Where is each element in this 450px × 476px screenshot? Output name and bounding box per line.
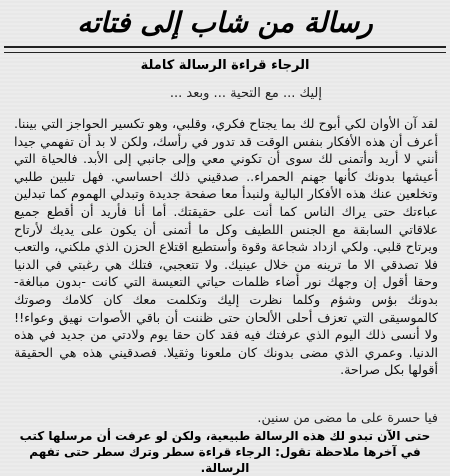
letter-body: لقد آن الأوان لكي أبوح لك بما يجتاح فكري، وقلبي، وهو تكسير الحواجز التي بيننا. أعرف أن هذه الأفكار بنفس الوقت قد تدور في رأسك، ولكن لا بد أن تفهمي جيدا أنني لا أريد وأتمنى لك سوى أن تكوني معي وإلى جانبي إلى الأبد. فالحياة التي أعيشها بدونك كأنها جهنم الحمراء.. صدقيني ذلك احساسي. فهل تلبين طلبي وتخلعين عنك هذه الأفكار البالية ولنبدأ معا صفحة جديدة وتبدلي الهموم كما تبدلين عباءتك حتى يراك الناس كما أنت على حقيقتك. أما أنا فأريد أن أقطع جميع علاقاتي السابقة مع الجنس اللطيف وكل ما أتمنى أن يكون على يديك لأرتاح ويرتاح قلبي. ولكي ازداد شجاعة وقوة وأستطيع اقتلاع الحزن الذي ملكني، والتعب فلا تصدقي الا ما ترينه من خلال عينيك. ولا تتعجبي، فتلك هي رغبتي في الدنيا وحقا أقول إن وجهك نور أضاء ظلمات حياتي التعيسة التي كانت -بدون مبالغة- بدونك بؤس وشؤم وكلما نظرت إليك وتكلمت معك كان كلامك وصوتك كالموسيقى التي تعزف أحلى الألحان حتى ظننت أن باقي الأصوات نهيق وعواء!! ولا أنسى ذلك اليوم الذي عرفتك فيه فقد كان حقا يوم ولادتي من جديد في هذه الدنيا. وعمري الذي مضى بدونك كان ملعونا وثقيلا. فصدقيني هذه هي الحقيقة أقولها بكل صراحة.: [14, 116, 438, 378]
title-divider: [4, 46, 446, 53]
editor-footnote: حتى الآن تبدو لك هذه الرسالة طبيعية، ولكن لو عرفت أن مرسلها كتب في آخرها ملاحظة تقول: الرجاء قراءة سطر وترك سطر حتى تفهم الرسالة.: [19, 429, 431, 475]
letter-closing: فيا حسرة على ما مضى من سنين.: [257, 410, 438, 425]
letter-greeting: إليك ... مع التحية ... وبعد ...: [169, 86, 322, 101]
article-title: رسالة من شاب إلى فتاته: [77, 6, 373, 39]
article-subtitle: الرجاء قراءة الرسالة كاملة: [140, 58, 310, 73]
